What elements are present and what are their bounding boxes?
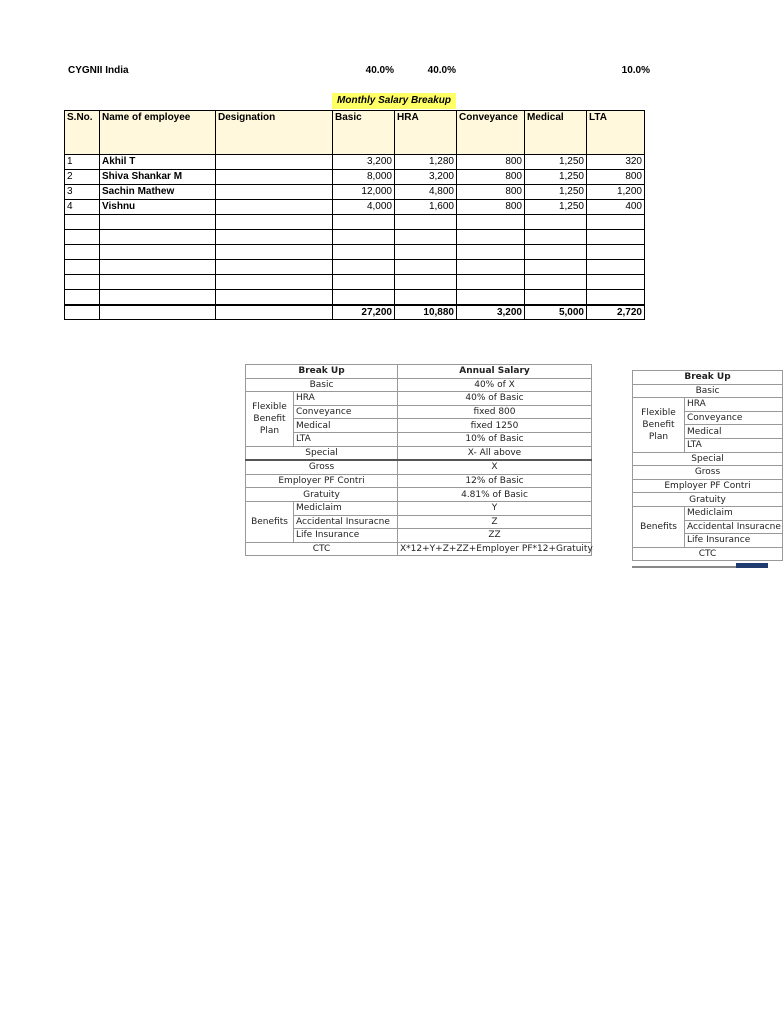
breakup-copy-flexible-group: Flexible Benefit Plan: [633, 398, 685, 452]
total-hra[interactable]: 10,880: [395, 305, 457, 320]
breakup-lta-label: LTA: [294, 432, 398, 446]
cell-hra[interactable]: 1,280: [395, 155, 457, 170]
breakup-medical-label: Medical: [294, 419, 398, 433]
monthly-salary-breakup-banner: Monthly Salary Breakup: [332, 93, 456, 109]
cell-name[interactable]: Vishnu: [100, 200, 216, 215]
breakup-copy-ctc: CTC: [633, 547, 783, 561]
flexible-benefit-plan-group: Flexible Benefit Plan: [246, 392, 294, 446]
breakup-life-label: Life Insurance: [294, 529, 398, 543]
company-name: CYGNII India: [68, 65, 129, 76]
breakup-accidental-label: Accidental Insuracne: [294, 515, 398, 529]
cell-hra[interactable]: 3,200: [395, 170, 457, 185]
breakup-copy-medical: Medical: [685, 425, 783, 439]
cell-hra[interactable]: 4,800: [395, 185, 457, 200]
cell-name[interactable]: Sachin Mathew: [100, 185, 216, 200]
image-corner-accent: [736, 563, 768, 568]
cell-conveyance[interactable]: 800: [457, 170, 525, 185]
cell-lta[interactable]: 1,200: [587, 185, 645, 200]
breakup-header-left: Break Up: [246, 365, 398, 379]
breakup-gratuity-label: Gratuity: [246, 488, 398, 502]
cell-basic[interactable]: 4,000: [333, 200, 395, 215]
cell-conveyance[interactable]: 800: [457, 185, 525, 200]
cell-sno[interactable]: 3: [65, 185, 100, 200]
breakup-special-value: X- All above: [398, 446, 592, 460]
cell-sno[interactable]: 1: [65, 155, 100, 170]
breakup-header-right: Annual Salary: [398, 365, 592, 379]
breakup-copy-benefits-group: Benefits: [633, 506, 685, 547]
breakup-special-label: Special: [246, 446, 398, 460]
cell-medical[interactable]: 1,250: [525, 185, 587, 200]
breakup-copy-lta: LTA: [685, 438, 783, 452]
breakup-copy-basic: Basic: [633, 384, 783, 398]
cell-hra[interactable]: 1,600: [395, 200, 457, 215]
breakup-copy-employer-pf: Employer PF Contri: [633, 479, 783, 493]
breakup-copy-gross: Gross: [633, 466, 783, 480]
cell-sno[interactable]: 4: [65, 200, 100, 215]
breakup-employer-pf-value: 12% of Basic: [398, 474, 592, 488]
breakup-copy-special: Special: [633, 452, 783, 466]
hra-percentage: 40.0%: [427, 65, 456, 76]
breakup-mediclaim-label: Mediclaim: [294, 501, 398, 515]
breakup-ctc-value: X*12+Y+Z+ZZ+Employer PF*12+Gratuity: [398, 542, 592, 556]
cell-basic[interactable]: 12,000: [333, 185, 395, 200]
breakup-gross-value: X: [398, 460, 592, 474]
breakup-copy-accidental: Accidental Insuracne: [685, 520, 783, 534]
breakup-copy-life: Life Insurance: [685, 534, 783, 548]
basic-percentage: 40.0%: [365, 65, 394, 76]
cell-lta[interactable]: 800: [587, 170, 645, 185]
breakup-life-value: ZZ: [398, 529, 592, 543]
breakup-copy-hra: HRA: [685, 398, 783, 412]
breakup-hra-label: HRA: [294, 392, 398, 406]
cell-basic[interactable]: 3,200: [333, 155, 395, 170]
total-lta[interactable]: 2,720: [587, 305, 645, 320]
header-designation: Designation: [216, 111, 333, 155]
breakup-copy-header: Break Up: [633, 371, 783, 385]
breakup-accidental-value: Z: [398, 515, 592, 529]
breakup-mediclaim-value: Y: [398, 501, 592, 515]
breakup-hra-value: 40% of Basic: [398, 392, 592, 406]
breakup-gratuity-value: 4.81% of Basic: [398, 488, 592, 502]
cell-basic[interactable]: 8,000: [333, 170, 395, 185]
header-name: Name of employee: [100, 111, 216, 155]
breakup-copy-gratuity: Gratuity: [633, 493, 783, 507]
header-lta: LTA: [587, 111, 645, 155]
breakup-gross-label: Gross: [246, 460, 398, 474]
breakup-basic-label: Basic: [246, 378, 398, 392]
cell-name[interactable]: Shiva Shankar M: [100, 170, 216, 185]
header-hra: HRA: [395, 111, 457, 155]
breakup-basic-value: 40% of X: [398, 378, 592, 392]
total-conveyance[interactable]: 3,200: [457, 305, 525, 320]
header-sno: S.No.: [65, 111, 100, 155]
breakup-conveyance-label: Conveyance: [294, 405, 398, 419]
header-medical: Medical: [525, 111, 587, 155]
cell-medical[interactable]: 1,250: [525, 200, 587, 215]
total-medical[interactable]: 5,000: [525, 305, 587, 320]
cell-conveyance[interactable]: 800: [457, 200, 525, 215]
cell-medical[interactable]: 1,250: [525, 155, 587, 170]
breakup-copy-conveyance: Conveyance: [685, 411, 783, 425]
breakup-conveyance-value: fixed 800: [398, 405, 592, 419]
cell-lta[interactable]: 320: [587, 155, 645, 170]
cell-sno[interactable]: 2: [65, 170, 100, 185]
cell-conveyance[interactable]: 800: [457, 155, 525, 170]
total-basic[interactable]: 27,200: [333, 305, 395, 320]
breakup-employer-pf-label: Employer PF Contri: [246, 474, 398, 488]
header-conveyance: Conveyance: [457, 111, 525, 155]
breakup-lta-value: 10% of Basic: [398, 432, 592, 446]
breakup-ctc-label: CTC: [246, 542, 398, 556]
breakup-table-copy: [632, 370, 783, 561]
header-basic: Basic: [333, 111, 395, 155]
lta-percentage: 10.0%: [621, 65, 650, 76]
breakup-medical-value: fixed 1250: [398, 419, 592, 433]
benefits-group: Benefits: [246, 501, 294, 542]
cell-lta[interactable]: 400: [587, 200, 645, 215]
cell-medical[interactable]: 1,250: [525, 170, 587, 185]
breakup-copy-mediclaim: Mediclaim: [685, 506, 783, 520]
cell-name[interactable]: Akhil T: [100, 155, 216, 170]
